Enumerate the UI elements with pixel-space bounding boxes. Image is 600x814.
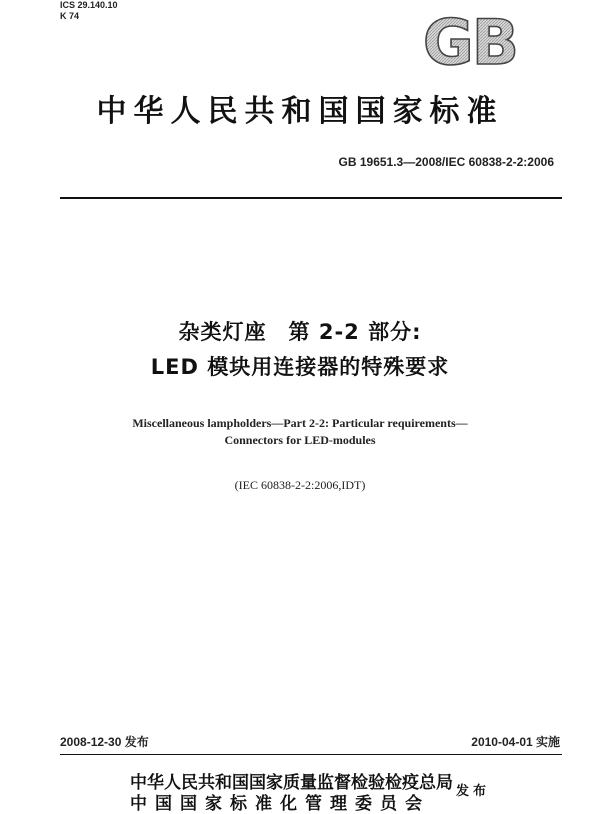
publisher-line1: 中华人民共和国国家质量监督检验检疫总局 <box>130 773 453 793</box>
title-en-line2: Connectors for LED-modules <box>224 433 376 447</box>
ics-code <box>60 0 118 22</box>
footer-divider <box>60 754 562 755</box>
gb-logo <box>408 12 532 68</box>
title-cn-line2: LED 模块用连接器的特殊要求 <box>150 355 450 379</box>
organization-title: 中华人民共和国国家标准 <box>96 94 504 129</box>
gb-logo-text: GB <box>422 12 518 68</box>
publisher-line2: 中国国家标准化管理委员会 <box>130 794 430 814</box>
implementation-date: 2010-04-01 实施 <box>471 735 560 749</box>
title-en-line1: Miscellaneous lampholders—Part 2-2: Particular requirements— <box>132 416 468 430</box>
title-cn-line1: 杂类灯座 第 2-2 部分: <box>178 320 422 344</box>
iec-reference: (IEC 60838-2-2:2006,IDT) <box>234 478 366 492</box>
issue-label: 发布 <box>456 784 491 799</box>
classification-line: K 74 <box>60 11 80 21</box>
release-date: 2008-12-30 发布 <box>60 735 149 749</box>
header-divider <box>60 197 562 199</box>
ics-line: ICS 29.140.10 <box>60 0 118 10</box>
standard-number: GB 19651.3—2008/IEC 60838-2-2:2006 <box>338 155 554 169</box>
